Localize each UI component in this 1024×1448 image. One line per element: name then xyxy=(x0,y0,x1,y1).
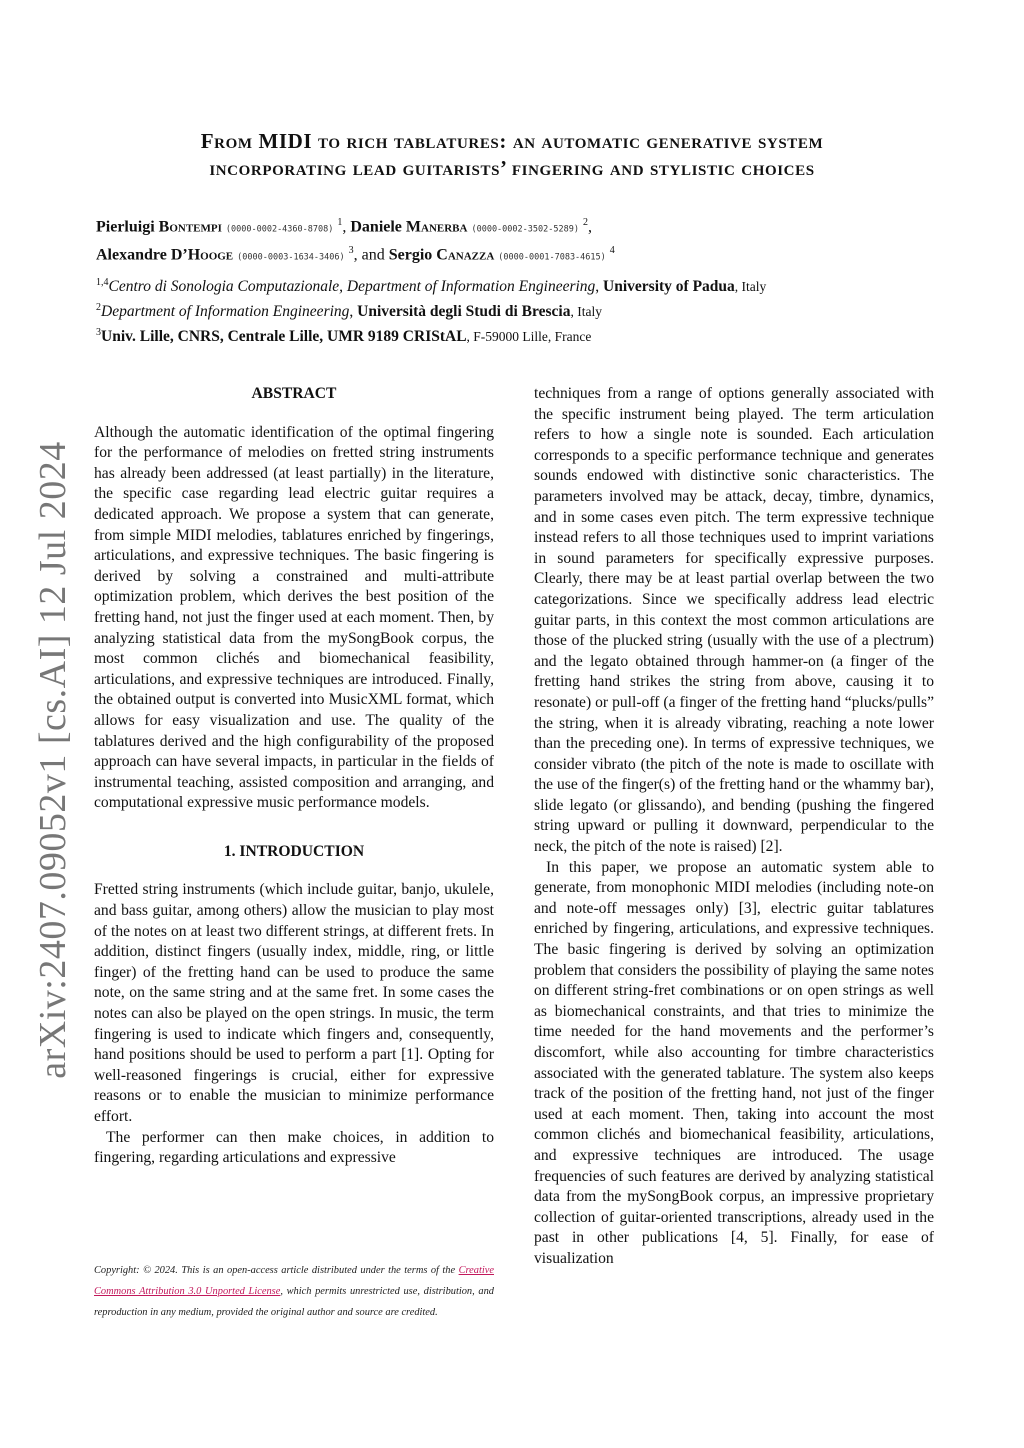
affiliation-dept: Centro di Sonologia Computazionale, Department of Information Engineering xyxy=(108,278,596,296)
intro-paragraph-2: The performer can then make choices, in addition to fingering, regarding articulations and expressive xyxy=(94,1128,494,1167)
abstract-heading: ABSTRACT xyxy=(251,385,337,402)
affiliation-univ: University of Padua xyxy=(603,278,735,296)
affiliation-line: $^{1,4}$Centro di Sonologia Computazionale, Department of Information Engineering, University of Padua, Italy xyxy=(96,277,767,296)
author-orcid[interactable]: (0000-0002-3502-5289) xyxy=(471,224,579,235)
author-orcid[interactable]: (0000-0001-7083-4615) xyxy=(498,252,606,263)
abstract-text: Although the automatic identification of the optimal fingering for the performance of melodies on fretted string instruments has already been addressed (at least partially) in the literature, the specific case regarding lead electric guitar requires a dedicated approach. We propose a system that can generate, from simple MIDI melodies, tablatures enriched by fingerings, articulations, and expressive techniques. The basic fingering is derived by solving a constrained and multi-attribute optimization problem, which derives the best position of the fretting hand, not just the finger used at each moment. Then, by analyzing statistical data from the mySongBook corpus, the most common clichés and biomechanical feasibility, articulations, and expressive techniques are introduced. Finally, the obtained output is converted into MusicXML format, which allows for easy visualization and use. The quality of the tablatures derived and the high configurability of the proposed approach can have several impacts, in particular in the fields of instrumental teaching, assisted composition and arranging, and computational expressive music performance models. xyxy=(94,423,494,812)
paper-title xyxy=(96,128,928,182)
author-first-name: Alexandre xyxy=(96,246,167,264)
affiliation-univ: Univ. Lille, CNRS, Centrale Lille, UMR 9189 CRIStAL xyxy=(101,328,467,346)
affiliation-location: , Italy xyxy=(570,304,602,320)
affiliation-list xyxy=(96,272,916,347)
title-line-2: incorporating lead guitarists’ fingering and stylistic choices xyxy=(209,156,815,180)
author-first-name: Daniele xyxy=(350,218,402,236)
author-separator: , and xyxy=(353,246,389,264)
author-line-2 xyxy=(96,240,916,268)
author-last-name: Manerba xyxy=(405,218,468,236)
author-last-name: D’Hooge xyxy=(170,246,234,264)
right-column xyxy=(534,384,934,1270)
author-last-name: Canazza xyxy=(436,246,495,264)
affiliation-sup: 1,4 xyxy=(96,277,109,288)
author-line-1 xyxy=(96,212,916,240)
affiliation-location: , Italy xyxy=(734,279,767,295)
footnote-suffix: , which permits unrestricted use, distribution, and reproduction in any medium, provided the original author and source are credited. xyxy=(94,1286,494,1318)
affiliation-sup: 2 xyxy=(96,302,101,314)
intro-paragraph-2-continued: techniques from a range of options generally associated with the specific instrument being played. The term articulation refers to how a single note is sounded. Each articulation corresponds to a specific performance technique and generates sounds endowed with distinctive sonic characteristics. The parameters involved may be attack, decay, timbre, dynamics, and in some cases even pitch. The term expressive technique instead refers to all those techniques used to imprint variations in sound parameters for specifically expressive purposes. Clearly, there may be at least partial overlap between the two categorizations. Since we specifically address lead electric guitar parts, in this context the most common articulations are those of the plucked string (usually with the use of a plectrum) and the legato obtained through hammer-on (a finger of the fretting hand strikes the string from above, causing it to resonate) or pull-off (a finger of the fretting hand “plucks/pulls” the string, when it is already vibrating, reaching a note lower than the preceding one). In terms of expressive techniques, we consider vibrato (the pitch of the note is made to oscillate with the use of the finger(s) of the fretting hand or the whammy bar), slide legato (or glissando), and bending (pushing the fingered string upward or pulling it downward, perpendicular to the neck, the pitch of the note is raised) [2]. xyxy=(534,385,934,856)
author-separator: , xyxy=(342,218,351,236)
left-column xyxy=(94,384,494,1169)
copyright-footnote xyxy=(94,1260,494,1323)
affiliation-univ: Università degli Studi di Brescia xyxy=(357,303,571,321)
intro-paragraph-1: Fretted string instruments (which include guitar, banjo, ukulele, and bass guitar, among others) allow the musician to play most of the notes on at least two different strings, at different frets. In addition, distinct fingers (usually index, middle, ring, or little finger) of the fretting hand can be used to produce the same note, on the same string and at the same fret. In some cases the notes can also be played on the open strings. In music, the term fingering is used to indicate which fingers and, consequently, hand positions should be used to perform a part [1]. Opting for well-reasoned fingerings is crucial, either for expressive reasons or to enable the musician to minimize performance effort. xyxy=(94,881,494,1125)
author-affil-sup: 2 xyxy=(582,217,588,228)
arxiv-id: arXiv:2407.09052v1 [cs.AI] 12 Jul 2024 xyxy=(32,441,74,1079)
arxiv-watermark xyxy=(23,441,83,1079)
author-separator: , xyxy=(587,218,592,236)
introduction-heading: 1. INTRODUCTION xyxy=(223,842,365,860)
author-first-name: Sergio xyxy=(388,246,433,264)
author-orcid[interactable]: (0000-0003-1634-3406) xyxy=(237,252,345,263)
title-line-1: From MIDI to rich tablatures: an automatic generative system xyxy=(200,129,824,153)
author-first-name: Pierluigi xyxy=(96,218,155,236)
affiliation-sup: 3 xyxy=(96,327,101,339)
license-link[interactable]: Creative Commons Attribution 3.0 Unported License xyxy=(94,1265,494,1297)
author-last-name: Bontempi xyxy=(158,218,222,236)
intro-paragraph-3: In this paper, we propose an automatic system able to generate, from monophonic MIDI melodies (including note-on and note-off messages only) [3], electric guitar tablatures enriched by fingering, articulations, and expressive techniques. The basic fingering is derived by solving an optimization problem that considers the possibility of playing the same notes on different string-fret combinations or on open strings as well as biomechanical constraints, and that tries to minimize the time needed for the hand movements and the performer’s discomfort, while also accounting for timbre characteristics associated with the generated tablature. The system also keeps track of the position of the fretting hand, not just of the finger used at each moment. Then, taking into account the most common clichés and biomechanical feasibility, articulations, and expressive techniques are introduced. The usage frequencies of such features are derived by analyzing statistical data from the mySongBook corpus, an impressive proprietary collection of guitar-oriented transcriptions, already used in the past in other publications [4, 5]. Finally, for ease of visualization xyxy=(534,858,934,1267)
affiliation-line xyxy=(96,322,916,347)
author-affil-sup: 4 xyxy=(609,245,615,257)
footnote-prefix: Copyright: © 2024. This is an open-access article distributed under the terms of the xyxy=(94,1265,459,1276)
author-orcid[interactable]: (0000-0002-4360-8708) xyxy=(225,224,334,235)
author-affil-sup: 3 xyxy=(348,245,354,257)
author-list xyxy=(96,212,916,269)
affiliation-line: $^2$Department of Information Engineering, Università degli Studi di Brescia, Italy xyxy=(96,302,602,321)
author-affil-sup: 1 xyxy=(337,217,343,228)
affiliation-location: , F-59000 Lille, France xyxy=(466,329,592,345)
affiliation-dept: Department of Information Engineering xyxy=(101,303,350,321)
